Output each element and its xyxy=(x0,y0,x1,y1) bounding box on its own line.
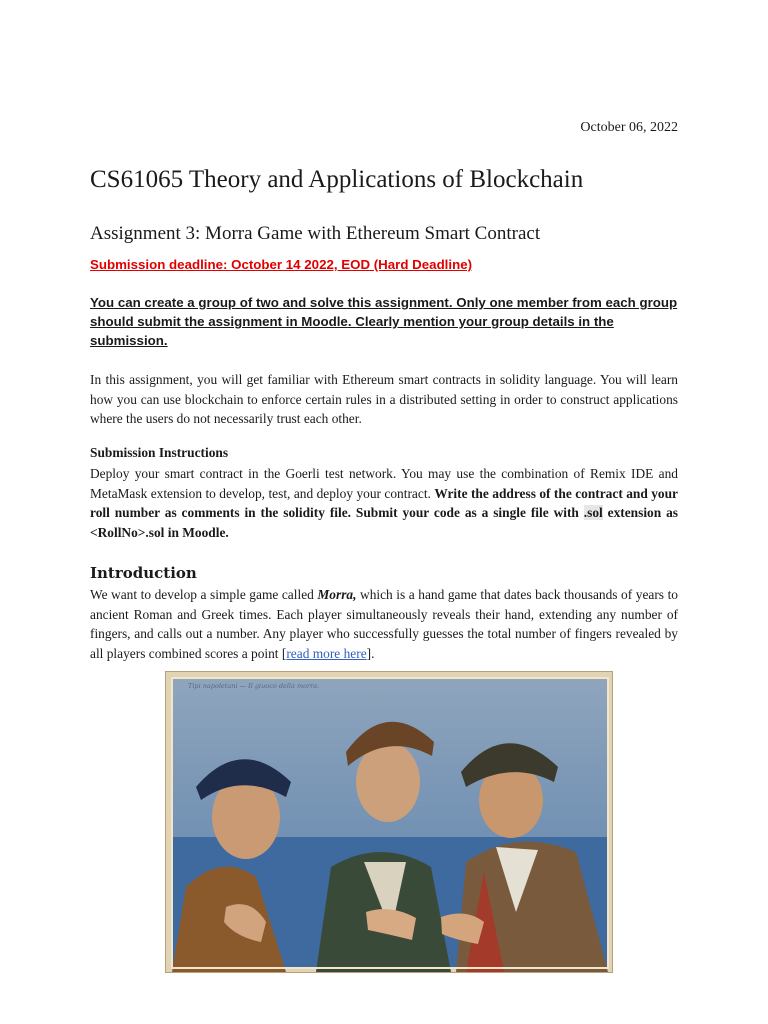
group-note-part2: Clearly mention your group details in the submission. xyxy=(90,314,614,348)
photo-caption: Tipi napoletani — Il giuoco della morra. xyxy=(188,682,320,690)
submission-text-bold-2: extension as <RollNo>.sol in Moodle. xyxy=(90,505,679,540)
morra-text-1: We want to develop a simple game called xyxy=(90,587,318,602)
submission-text-plain: Deploy your smart contract in the Goerli test network. You may use the combination of Remix IDE and MetaMask extension to develop, test, and deploy your contract. xyxy=(90,466,678,501)
intro-paragraph: In this assignment, you will get familiar with Ethereum smart contracts in solidity language. You will learn how you can use blockchain to enforce certain rules in a distributed setting in order to construct applications where the users do not necessarily trust each other. xyxy=(90,372,678,426)
group-instructions xyxy=(90,293,682,350)
submission-paragraph xyxy=(90,464,678,542)
submission-sol-highlight: .sol xyxy=(583,505,603,520)
morra-paragraph xyxy=(90,585,678,663)
morra-text-3: ]. xyxy=(366,645,375,661)
morra-text-2: which is a hand game that dates back thousands of years to ancient Roman and Greek times. Each player simultaneously reveals their hand, extending any number of fingers, and calls out a number. Any player who successfully guesses the total number of fingers revealed by all players combined scores a point [ xyxy=(90,587,678,661)
morra-game-name: Morra, xyxy=(317,587,357,602)
assignment-title: Assignment 3: Morra Game with Ethereum Smart Contract xyxy=(90,223,541,244)
morra-game-photo xyxy=(165,671,613,973)
submission-text-bold-1: Write the address of the contract and your roll number as comments in the solidity file. Submit your code as a single file with xyxy=(90,485,678,520)
read-more-link[interactable]: read more here xyxy=(286,645,367,661)
introduction-heading: Introduction xyxy=(90,564,197,582)
course-title: CS61065 Theory and Applications of Blockchain xyxy=(90,166,584,193)
document-date: October 06, 2022 xyxy=(580,120,678,135)
group-note-separator: . xyxy=(347,314,356,329)
submission-deadline: Submission deadline: October 14 2022, EOD (Hard Deadline) xyxy=(90,257,473,272)
vintage-postcard-illustration xyxy=(166,672,613,973)
submission-heading: Submission Instructions xyxy=(90,445,229,460)
group-note-part1: You can create a group of two and solve this assignment. Only one member from each group should submit the assignment in Moodle xyxy=(90,295,678,329)
